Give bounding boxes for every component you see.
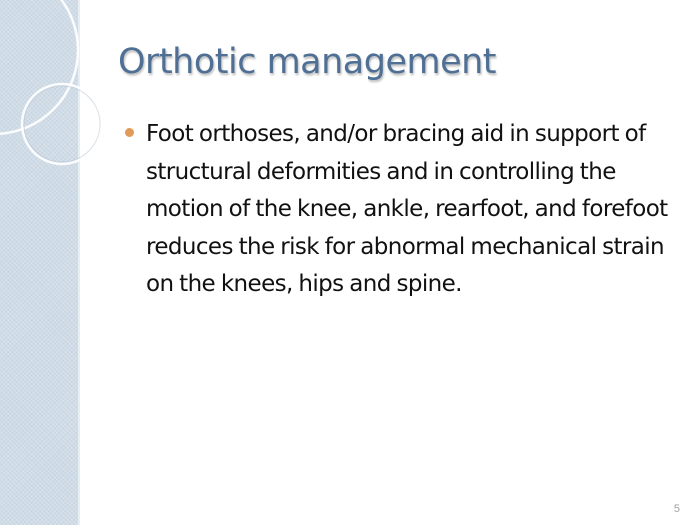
bullet-item xyxy=(122,116,682,304)
bullet-text: Foot orthoses, and/or bracing aid in support of structural deformities and in controlling the motion of the knee, ankle, rearfoot, and forefoot reduces the risk for abnormal mechanical strain on the knees, hips and spine. xyxy=(146,121,668,298)
slide-number: 5 xyxy=(673,503,680,515)
slide-body xyxy=(122,116,682,304)
slide-title: Orthotic management xyxy=(118,42,497,82)
bullet-icon xyxy=(125,128,134,137)
